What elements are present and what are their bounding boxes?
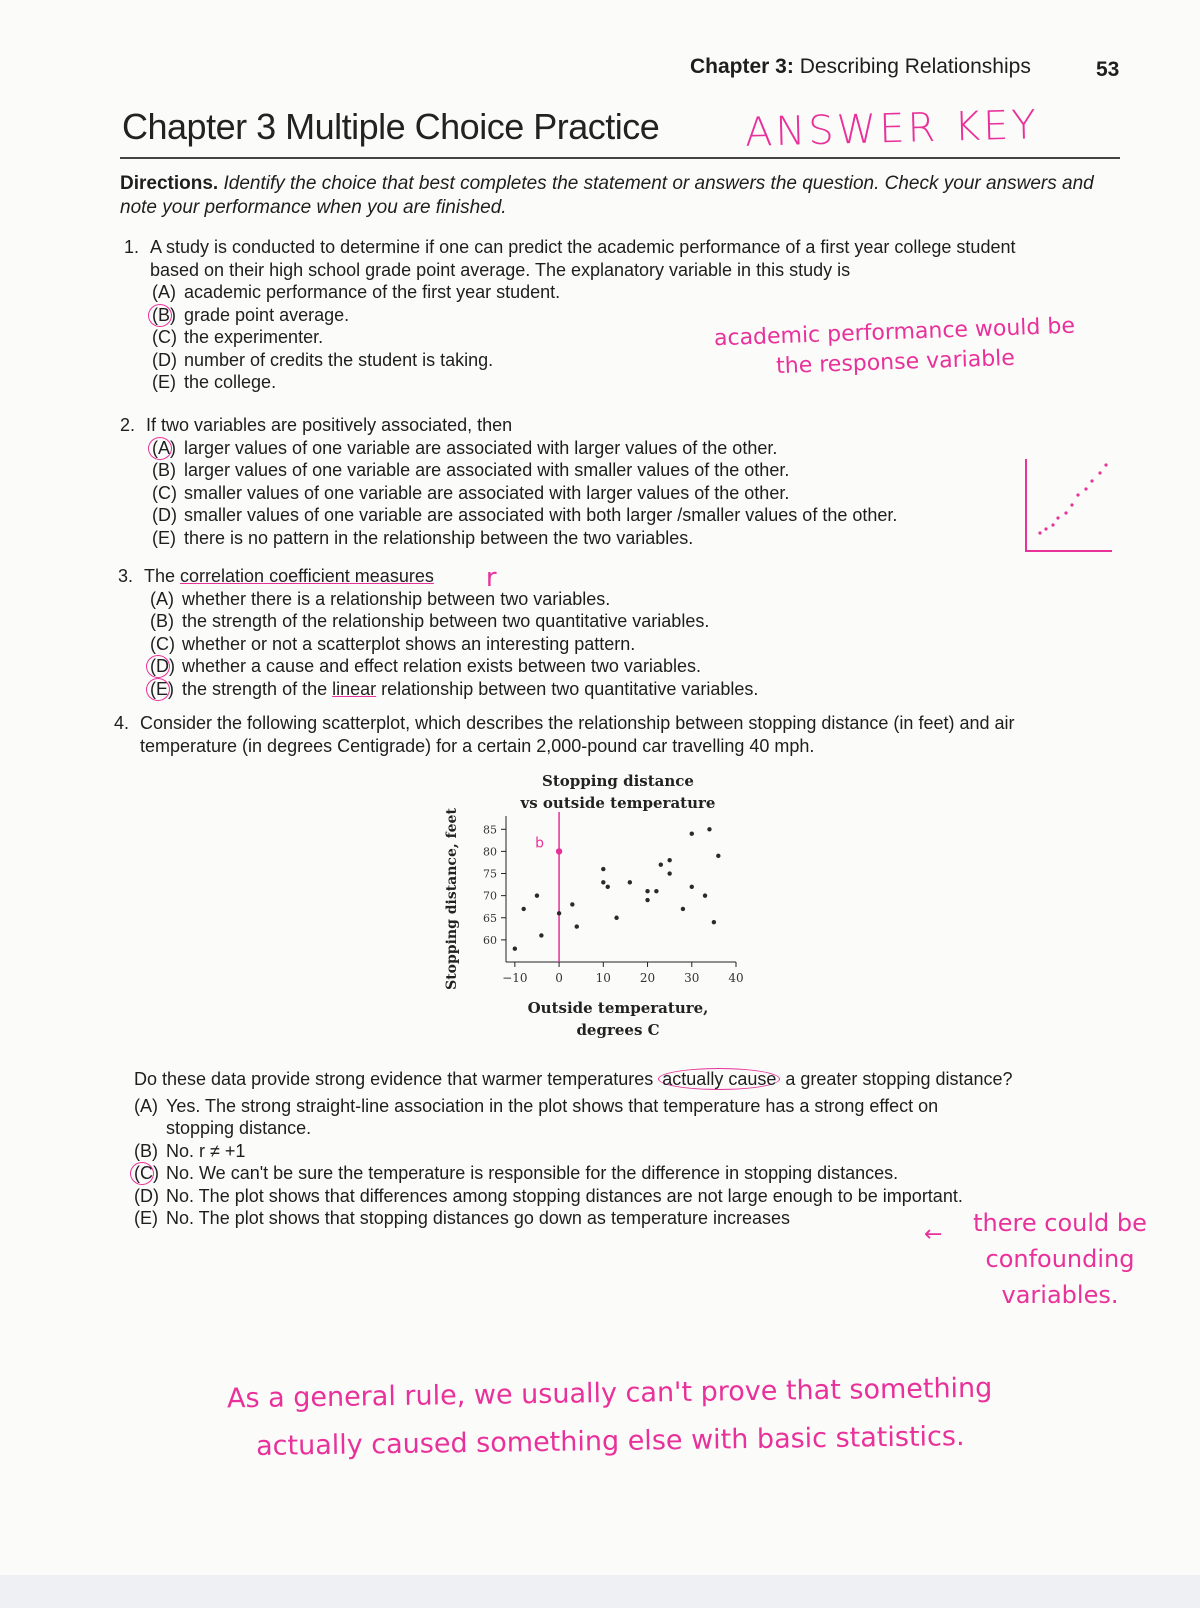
option-e: (E) the college. [152,372,277,392]
handwritten-answer-key: ANSWER KEY [744,102,1040,156]
option-e: (E) there is no pattern in the relationship between the two variables. [152,527,694,548]
data-point [712,920,716,924]
option-b: (B) No. r ≠ +1 [134,1140,246,1161]
question-1: 1. A study is conducted to determine if one can predict the academic performance of a first year college student based on their high school grade point average. The explanatory variable in this study is (A) academic performance of the first year student. (B) grade point average. (C) the experimenter. (D) number of credits the student is taking. (E) the college. [124,236,1054,394]
option-c: (C) No. We can't be sure the temperature is responsible for the difference in stopping distances. [134,1162,1014,1185]
x-tick-label: 0 [555,971,563,985]
y-tick-label: 80 [483,845,497,859]
handwritten-arrow: ← [924,1222,943,1247]
option-b: (B) grade point average. [152,304,1054,327]
question-4: 4. Consider the following scatterplot, which describes the relationship between stopping distance (in feet) and air temperature (in degrees Centigrade) for a certain 2,000-pound car travelling 40 mph. [114,712,1104,757]
data-point [645,889,649,893]
data-point [539,933,543,937]
option-a: (A) academic performance of the first year student. [152,282,561,302]
option-d: (D) whether a cause and effect relation exists between two variables. [150,655,1018,678]
x-tick-label: −10 [502,971,528,985]
scan-bottom-edge [0,1575,1200,1608]
data-point [601,867,605,871]
hand-sketch-positive-scatter [1020,455,1120,560]
x-tick-label: 30 [684,971,700,985]
data-point [707,827,711,831]
option-c: (C) whether or not a scatterplot shows an interesting pattern. [150,633,636,654]
x-tick-label: 20 [639,971,656,985]
question-stem: If two variables are positively associated, then [146,415,513,435]
option-d: (D) smaller values of one variable are associated with both larger /smaller values of the other. [152,505,898,525]
y-tick-label: 75 [483,867,497,881]
option-c: (C) the experimenter. [152,327,324,347]
data-point [703,893,707,897]
data-point [681,907,685,911]
page-title: Chapter 3 Multiple Choice Practice [122,106,660,147]
data-point [716,854,720,858]
y-tick-label: 70 [483,889,497,903]
data-point [628,880,632,884]
option-b: (B) larger values of one variable are associated with smaller values of the other. [152,460,790,480]
handwritten-note-q4: there could be confounding variables. [973,1209,1147,1309]
question-2: 2. If two variables are positively associated, then (A) larger values of one variable are associated with larger values of the other. (B) larger values of one variable are associated with smaller values of the other. (C) smaller values of one variable are associated with larger values of the other. (D) smaller values of one variable are associated with both larger /smaller values of the other. (E) there is no pattern in the relationship between the two variables. [120,414,1020,549]
data-point [557,911,561,915]
scatterplot [440,770,760,1045]
directions: Directions. Identify the choice that best completes the statement or answers the question. Check your answers and note your performance when you are finished. [120,173,1094,218]
handwritten-annotation: b [535,835,544,852]
title-divider [120,157,1120,159]
x-axis-label-line-2: degrees C [576,1021,660,1039]
question-stem: Consider the following scatterplot, which describes the relationship between stopping distance (in feet) and air temperature (in degrees Centigrade) for a certain 2,000-pound car travelling 40 mph. [140,713,1015,756]
data-point [614,916,618,920]
question-3: 3. The correlation coefficient measures r (A) whether there is a relationship between two variables. (B) the strength of the relationship between two quantitative variables. (C) whether or not a scatterplot shows an interesting pattern. (D) whether a cause and effect relation exists between two variables. (E) the strength of the linear relationship between two quantitative variables. [118,565,1018,700]
handwritten-general-rule: As a general rule, we usually can't prove that something actually caused something else with basic statistics. [226,1372,993,1462]
data-point [535,893,539,897]
data-point [601,880,605,884]
data-point [654,889,658,893]
y-tick-label: 60 [483,933,497,947]
y-tick-label: 85 [483,823,497,837]
data-point [556,848,562,854]
data-point [690,831,694,835]
data-point [645,898,649,902]
option-b: (B) the strength of the relationship between two quantitative variables. [150,611,710,631]
answer-circle [146,678,170,701]
x-tick-label: 10 [595,971,611,985]
answer-circle [146,655,170,678]
option-a: (A) Yes. The strong straight-line association in the plot shows that temperature has a strong effect on stopping distance. [134,1095,939,1138]
data-point [521,907,525,911]
running-head: Chapter 3: Describing Relationships [690,55,1031,78]
y-tick-label: 65 [483,911,497,925]
option-d: (D) number of credits the student is taking. [152,349,494,370]
answer-circle [148,304,172,327]
option-e: (E) the strength of the linear relationship between two quantitative variables. [150,678,1018,701]
x-tick-label: 40 [728,971,744,985]
data-point [667,871,671,875]
handwritten-note-q1: academic performance would be the response variable [713,313,1076,380]
x-axis-label-line-1: Outside temperature, [527,999,709,1017]
answer-circle [148,437,172,460]
answer-circle [130,1162,154,1185]
data-point [659,862,663,866]
followup-stem: Do these data provide strong evidence that warmer temperatures actually cause a greater stopping distance? [134,1069,1013,1089]
handwritten-r: r [485,563,497,593]
option-a: (A) whether there is a relationship between two variables. [150,588,611,609]
y-axis-label: Stopping distance, feet [444,808,460,990]
data-point [667,858,671,862]
chart-title-line-1: Stopping distance [542,772,694,790]
option-c: (C) smaller values of one variable are associated with larger values of the other. [152,482,790,503]
option-a: (A) larger values of one variable are associated with larger values of the other. [152,437,1020,460]
option-d: (D) No. The plot shows that differences among stopping distances are not large enough to be important. [134,1185,963,1206]
question-stem: A study is conducted to determine if one can predict the academic performance of a first year college student based on their high school grade point average. The explanatory variable in this study is [150,237,1016,280]
data-point [606,885,610,889]
page-number: 53 [1096,58,1120,81]
chart-title-line-2: vs outside temperature [520,794,716,812]
data-point [513,947,517,951]
option-e: (E) No. The plot shows that stopping distances go down as temperature increases [134,1208,791,1228]
data-point [690,885,694,889]
question-4-followup [134,1068,1014,1230]
question-stem: The correlation coefficient measures [144,566,434,586]
data-point [575,924,579,928]
data-point [570,902,574,906]
